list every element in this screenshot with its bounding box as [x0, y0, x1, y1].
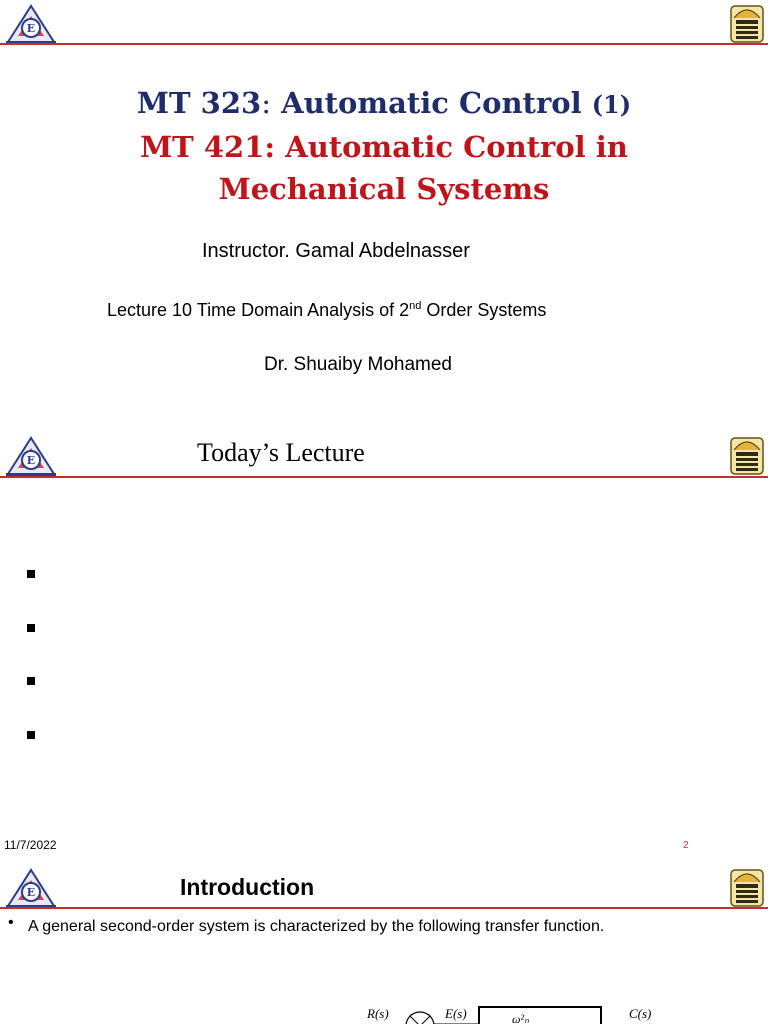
header-rule — [0, 476, 768, 478]
course-title-3: Mechanical Systems — [218, 172, 550, 206]
slide-3 — [0, 860, 768, 1024]
faculty-logo-icon — [4, 2, 58, 46]
svg-text:E: E — [26, 22, 36, 35]
faculty-logo-icon — [4, 434, 58, 478]
bullet-marker — [27, 677, 35, 685]
header-rule — [0, 907, 768, 909]
svg-text:E: E — [26, 886, 36, 899]
university-logo-icon — [728, 432, 766, 476]
summing-junction-icon — [400, 1006, 480, 1024]
bullet-dot: • — [8, 914, 14, 931]
input-label: R(s) — [367, 1006, 389, 1021]
bullet-marker — [27, 731, 35, 739]
university-logo-icon — [728, 864, 766, 908]
course-code-1: MT 323 — [136, 86, 262, 120]
instructor-name: Instructor. Gamal Abdelnasser — [202, 240, 470, 262]
course-title-1: MT 323: Automatic Control (1) — [136, 86, 632, 120]
header-rule — [0, 43, 768, 45]
course-name-1: Automatic Control — [281, 86, 582, 120]
error-label: E(s) — [445, 1006, 467, 1021]
intro-text: A general second-order system is characterized by the following transfer function. — [28, 918, 605, 935]
slide-title: Introduction — [180, 874, 315, 900]
slide-2 — [0, 420, 768, 860]
transfer-block — [478, 1006, 602, 1024]
bullet-marker — [27, 570, 35, 578]
author-name: Dr. Shuaiby Mohamed — [264, 354, 452, 375]
slide-1 — [0, 0, 768, 420]
bullet-marker — [27, 624, 35, 632]
block-numerator: ω²ₙ — [512, 1012, 529, 1024]
page-number: 2 — [683, 840, 689, 851]
course-title-2: MT 421: Automatic Control in — [140, 130, 628, 164]
university-logo-icon — [728, 0, 766, 44]
svg-text:E: E — [26, 454, 36, 467]
lecture-title: Lecture 10 Time Domain Analysis of 2nd Order Systems — [107, 300, 547, 320]
output-label: C(s) — [629, 1006, 652, 1021]
slide-title: Today’s Lecture — [197, 438, 365, 467]
faculty-logo-icon — [4, 866, 58, 910]
footer-date: 11/7/2022 — [4, 838, 57, 852]
